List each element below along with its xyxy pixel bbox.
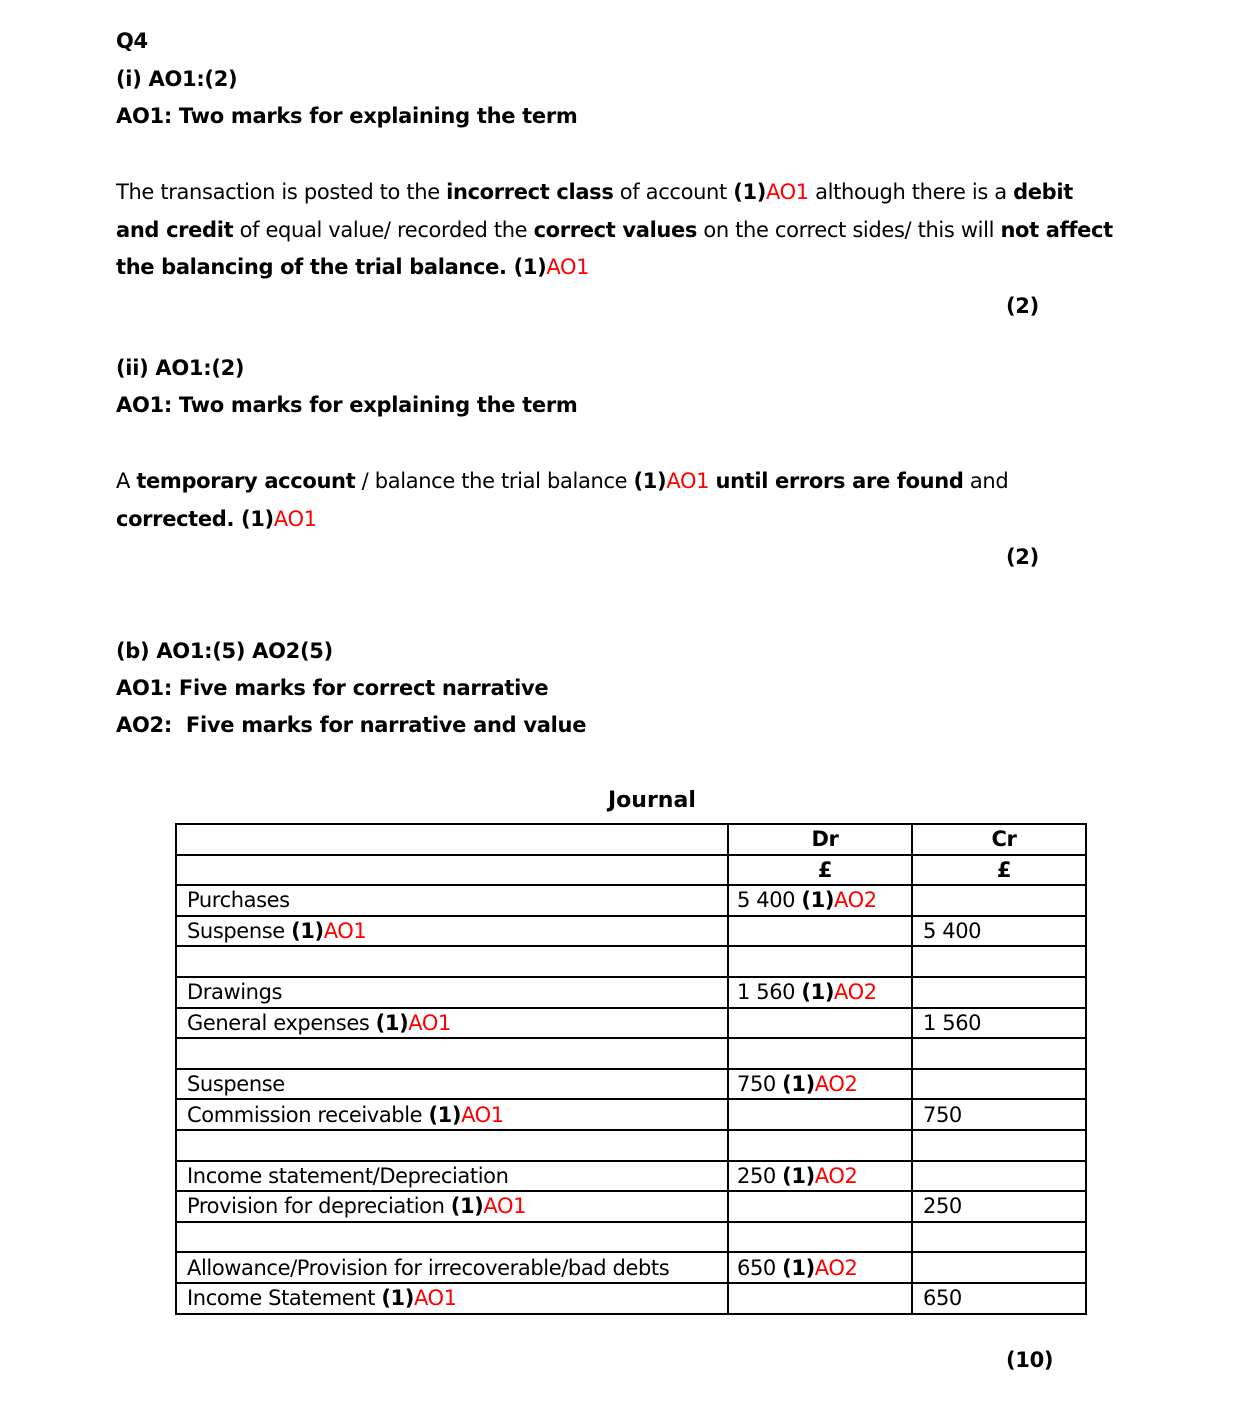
mark: (1): [381, 1286, 414, 1311]
part-ii-heading: (ii) AO1:(2): [116, 356, 245, 380]
mark: (1): [801, 980, 835, 1005]
credit-cell: [912, 1008, 1086, 1039]
account-cell: [176, 1038, 728, 1069]
credit-cell: [912, 1038, 1086, 1069]
journal-row: [176, 916, 1086, 947]
key-phrase: (1): [633, 469, 667, 493]
mark: (1): [428, 1102, 462, 1127]
debit-cell: [728, 977, 912, 1008]
header-cr: Cr: [912, 824, 1086, 855]
account-cell: [176, 1099, 728, 1130]
journal-row: [176, 977, 1086, 1008]
account-name: Suspense: [187, 1072, 285, 1097]
mark: (1): [450, 1194, 484, 1219]
part-i-answer: [116, 174, 1116, 287]
credit-cell: [912, 1161, 1086, 1192]
account-cell: [176, 977, 728, 1008]
answer-text: A: [116, 469, 137, 493]
part-i-criteria: AO1: Two marks for explaining the term: [116, 104, 578, 128]
part-i-heading: (i) AO1:(2): [116, 67, 238, 91]
account-name: Income statement/Depreciation: [187, 1163, 509, 1188]
journal-title: Journal: [608, 788, 696, 813]
part-ii-criteria: AO1: Two marks for explaining the term: [116, 393, 578, 417]
debit-cell: [728, 1038, 912, 1069]
journal-row: [176, 1252, 1086, 1283]
mark: (1): [782, 1255, 815, 1280]
debit-cell: [728, 1069, 912, 1100]
credit-value: 1 560: [923, 1010, 982, 1035]
debit-cell: [728, 1283, 912, 1314]
header-dr: Dr: [728, 824, 912, 855]
key-phrase: temporary account: [136, 469, 356, 493]
account-name: Purchases: [187, 888, 290, 913]
debit-cell: [728, 885, 912, 916]
debit-value: 1 560: [737, 980, 796, 1005]
account-name: Suspense: [187, 919, 285, 944]
part-b-marks: (10): [1006, 1348, 1054, 1372]
credit-cell: [912, 977, 1086, 1008]
key-phrase: incorrect class: [446, 180, 614, 204]
currency-account-cell: [176, 855, 728, 886]
debit-cell: [728, 946, 912, 977]
assessment-objective-tag: AO1: [413, 1286, 457, 1311]
key-phrase: (1): [733, 180, 766, 204]
assessment-objective-tag: AO2: [834, 980, 877, 1005]
assessment-objective-tag: AO1: [666, 469, 710, 493]
account-cell: [176, 885, 728, 916]
answer-text: The transaction is posted to the: [116, 180, 447, 204]
journal-row: [176, 1008, 1086, 1039]
journal-row: [176, 1099, 1086, 1130]
journal-row: [176, 1222, 1086, 1253]
key-phrase: not affect the balancing of the trial balance. (1): [116, 217, 1113, 279]
account-cell: [176, 1222, 728, 1253]
account-cell: [176, 1252, 728, 1283]
debit-cell: [728, 1252, 912, 1283]
mark: (1): [782, 1072, 815, 1097]
account-name: General expenses: [187, 1010, 370, 1035]
credit-cell: [912, 1222, 1086, 1253]
credit-cell: [912, 1191, 1086, 1222]
mark: (1): [375, 1010, 409, 1035]
account-cell: [176, 1008, 728, 1039]
debit-cell: [728, 1191, 912, 1222]
answer-text: of equal value/ recorded the: [233, 217, 534, 242]
journal-row: [176, 1130, 1086, 1161]
account-cell: [176, 1069, 728, 1100]
debit-cell: [728, 1008, 912, 1039]
credit-value: 5 400: [923, 919, 982, 944]
currency-dr: £: [728, 855, 912, 886]
debit-cell: [728, 1161, 912, 1192]
account-name: Allowance/Provision for irrecoverable/bad debts: [187, 1255, 670, 1280]
assessment-objective-tag: AO2: [834, 888, 877, 913]
journal-row: [176, 885, 1086, 916]
journal-row: [176, 1191, 1086, 1222]
account-name: Provision for depreciation: [187, 1194, 445, 1219]
debit-cell: [728, 1099, 912, 1130]
answer-text: / balance the trial balance: [355, 469, 634, 493]
assessment-objective-tag: AO1: [483, 1194, 527, 1219]
debit-cell: [728, 1222, 912, 1253]
header-account-cell: [176, 824, 728, 855]
account-cell: [176, 1191, 728, 1222]
mark: (1): [782, 1163, 815, 1188]
currency-cr: £: [912, 855, 1086, 886]
part-i-marks: (2): [1006, 294, 1039, 318]
debit-value: 750: [737, 1072, 776, 1097]
debit-value: 5 400: [737, 888, 796, 913]
answer-text: and: [963, 469, 1009, 493]
key-phrase: debit and credit: [116, 180, 1073, 242]
answer-text: of account: [613, 180, 734, 204]
key-phrase: corrected. (1): [116, 506, 274, 531]
credit-value: 250: [923, 1194, 962, 1219]
account-cell: [176, 1161, 728, 1192]
journal-row: [176, 1069, 1086, 1100]
debit-value: 650: [737, 1255, 776, 1280]
journal-currency-row: [176, 855, 1086, 886]
account-name: Drawings: [187, 980, 283, 1005]
journal-row: [176, 946, 1086, 977]
assessment-objective-tag: AO2: [814, 1255, 858, 1280]
account-name: Income Statement: [187, 1286, 376, 1311]
assessment-objective-tag: AO2: [814, 1072, 858, 1097]
assessment-objective-tag: AO1: [273, 506, 317, 531]
question-number: Q4: [116, 29, 148, 53]
assessment-objective-tag: AO2: [814, 1163, 858, 1188]
assessment-objective-tag: AO1: [408, 1010, 451, 1035]
debit-value: 250: [737, 1163, 776, 1188]
part-b-criteria-ao2: AO2: Five marks for narrative and value: [116, 713, 587, 737]
journal-header-row: [176, 824, 1086, 855]
journal-row: [176, 1283, 1086, 1314]
assessment-objective-tag: AO1: [765, 180, 809, 204]
credit-cell: [912, 1099, 1086, 1130]
answer-text: on the correct sides/ this will: [697, 217, 1001, 242]
key-phrase: until errors are found: [715, 469, 964, 493]
account-cell: [176, 1283, 728, 1314]
credit-cell: [912, 1130, 1086, 1161]
credit-value: 650: [923, 1286, 962, 1311]
assessment-objective-tag: AO1: [546, 255, 590, 279]
account-cell: [176, 946, 728, 977]
credit-cell: [912, 885, 1086, 916]
account-name: Commission receivable: [187, 1102, 423, 1127]
assessment-objective-tag: AO1: [461, 1102, 504, 1127]
key-phrase: correct values: [533, 217, 698, 242]
debit-cell: [728, 1130, 912, 1161]
journal-row: [176, 1161, 1086, 1192]
credit-cell: [912, 916, 1086, 947]
answer-text: although there is a: [808, 180, 1014, 204]
journal-table: [175, 823, 1087, 1315]
account-cell: [176, 1130, 728, 1161]
mark: (1): [801, 888, 835, 913]
credit-value: 750: [923, 1102, 962, 1127]
credit-cell: [912, 946, 1086, 977]
account-cell: [176, 916, 728, 947]
journal-row: [176, 1038, 1086, 1069]
part-b-heading: (b) AO1:(5) AO2(5): [116, 639, 333, 663]
assessment-objective-tag: AO1: [323, 919, 367, 944]
credit-cell: [912, 1252, 1086, 1283]
part-ii-answer: [116, 463, 1056, 538]
part-b-criteria-ao1: AO1: Five marks for correct narrative: [116, 676, 549, 700]
part-ii-marks: (2): [1006, 545, 1039, 569]
debit-cell: [728, 916, 912, 947]
mark: (1): [291, 919, 324, 944]
credit-cell: [912, 1283, 1086, 1314]
credit-cell: [912, 1069, 1086, 1100]
